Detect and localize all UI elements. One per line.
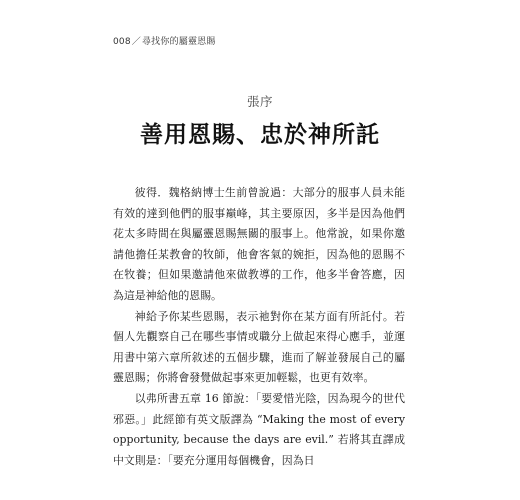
paragraph: 彼得．魏格納博士生前曾說過：大部分的服事人員未能有效的達到他們的服事巔峰，其主要原因，多半是因為他們花太多時間在與屬靈恩賜無關的服事上。他常說，如果你邀請他擔任某教會的牧師，他會客氣的婉拒，因為他的恩賜不在牧養；但如果邀請他來做教導的工作，他多半會答應，因為這是神給他的恩賜。 xyxy=(113,186,405,302)
paragraph: 神給予你某些恩賜，表示祂對你在某方面有所託付。若個人先觀察自己在哪些事情或職分上做起來得心應手，並運用書中第六章所敘述的五個步驟，進而了解並發展自己的屬靈恩賜；你將會發覺做起事來更加輕鬆，也更有效率。 xyxy=(113,309,405,385)
page-number: 008 xyxy=(113,37,131,47)
running-header xyxy=(113,34,216,47)
paragraph: 以弗所書五章 16 節說：「要愛惜光陰，因為現今的世代邪惡。」此經節有英文版譯為 “Making the most of every opportunity, because the days are evil.” 若將其直譯成中文則是：「要充分運用每個機會，因為日 xyxy=(113,391,405,467)
header-separator: ／ xyxy=(131,37,141,47)
section-label: 張序 xyxy=(246,94,273,109)
book-title: 尋找你的屬靈恩賜 xyxy=(141,37,216,47)
chapter-title: 善用恩賜、忠於神所託 xyxy=(140,121,380,148)
body-text xyxy=(113,183,405,471)
